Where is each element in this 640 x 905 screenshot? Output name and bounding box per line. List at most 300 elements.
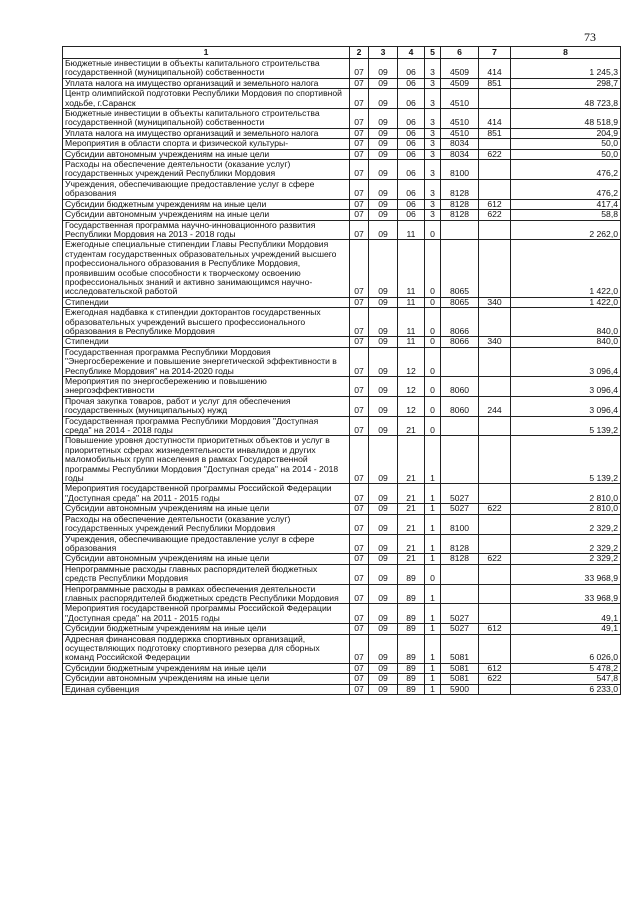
- table-row: [63, 684, 621, 694]
- code-ministry-cell: 07: [350, 128, 369, 138]
- row-name-cell: Непрограммные расходы в рамках обеспечения деятельности главных распорядителей бюджетных средств Республики Мордовия: [63, 584, 350, 604]
- code-ministry-cell: 07: [350, 240, 369, 297]
- code-program-cell: 3: [425, 59, 441, 79]
- code-expense-type-cell: [479, 179, 511, 199]
- code-subsection-cell: 89: [398, 604, 425, 624]
- code-subsection-cell: 89: [398, 584, 425, 604]
- amount-cell: 476,2: [511, 160, 621, 180]
- code-ministry-cell: 07: [350, 634, 369, 663]
- code-ministry-cell: 07: [350, 220, 369, 240]
- code-article-cell: 4509: [441, 78, 479, 88]
- code-program-cell: 1: [425, 436, 441, 484]
- code-section-cell: 09: [369, 139, 398, 149]
- code-article-cell: 8100: [441, 160, 479, 180]
- amount-cell: 1 422,0: [511, 240, 621, 297]
- code-article-cell: 4509: [441, 59, 479, 79]
- code-expense-type-cell: [479, 684, 511, 694]
- code-program-cell: 3: [425, 139, 441, 149]
- row-name-cell: Субсидии автономным учреждениям на иные цели: [63, 210, 350, 220]
- amount-cell: 50,0: [511, 139, 621, 149]
- code-expense-type-cell: [479, 534, 511, 554]
- code-article-cell: 8060: [441, 396, 479, 416]
- code-program-cell: 0: [425, 337, 441, 347]
- row-name-cell: Субсидии бюджетным учреждениям на иные цели: [63, 663, 350, 673]
- table-row: [63, 210, 621, 220]
- code-subsection-cell: 89: [398, 634, 425, 663]
- code-expense-type-cell: [479, 220, 511, 240]
- code-ministry-cell: 07: [350, 308, 369, 337]
- amount-cell: 3 096,4: [511, 347, 621, 376]
- code-program-cell: 0: [425, 377, 441, 397]
- code-expense-type-cell: [479, 514, 511, 534]
- code-ministry-cell: 07: [350, 534, 369, 554]
- row-name-cell: Государственная программа Республики Мордовия "Доступная среда" на 2014 - 2018 годы: [63, 416, 350, 436]
- amount-cell: 5 139,2: [511, 416, 621, 436]
- row-name-cell: Бюджетные инвестиции в объекты капитального строительства государственной (муниципальной) собственности: [63, 109, 350, 129]
- code-section-cell: 09: [369, 160, 398, 180]
- row-name-cell: Расходы на обеспечение деятельности (оказание услуг) государственных учреждений Республики Мордовия: [63, 514, 350, 534]
- code-subsection-cell: 89: [398, 624, 425, 634]
- code-ministry-cell: 07: [350, 684, 369, 694]
- code-expense-type-cell: 414: [479, 59, 511, 79]
- code-ministry-cell: 07: [350, 89, 369, 109]
- code-article-cell: 8066: [441, 308, 479, 337]
- code-section-cell: 09: [369, 297, 398, 307]
- code-program-cell: 0: [425, 396, 441, 416]
- code-expense-type-cell: 622: [479, 674, 511, 684]
- table-row: [63, 337, 621, 347]
- code-article-cell: 4510: [441, 89, 479, 109]
- code-expense-type-cell: 851: [479, 128, 511, 138]
- code-section-cell: 09: [369, 484, 398, 504]
- table-row: [63, 199, 621, 209]
- code-article-cell: 5081: [441, 634, 479, 663]
- code-section-cell: 09: [369, 109, 398, 129]
- code-expense-type-cell: 340: [479, 297, 511, 307]
- row-name-cell: Учреждения, обеспечивающие предоставление услуг в сфере образования: [63, 534, 350, 554]
- code-section-cell: 09: [369, 396, 398, 416]
- row-name-cell: Единая субвенция: [63, 684, 350, 694]
- column-header: 2: [350, 47, 369, 59]
- code-subsection-cell: 11: [398, 297, 425, 307]
- code-program-cell: 1: [425, 504, 441, 514]
- table-row: [63, 297, 621, 307]
- code-program-cell: 0: [425, 564, 441, 584]
- code-subsection-cell: 21: [398, 436, 425, 484]
- code-expense-type-cell: [479, 240, 511, 297]
- code-ministry-cell: 07: [350, 436, 369, 484]
- amount-cell: 5 139,2: [511, 436, 621, 484]
- code-expense-type-cell: 340: [479, 337, 511, 347]
- code-article-cell: 5027: [441, 484, 479, 504]
- code-article-cell: [441, 220, 479, 240]
- code-ministry-cell: 07: [350, 514, 369, 534]
- code-article-cell: 8065: [441, 240, 479, 297]
- code-article-cell: 4510: [441, 109, 479, 129]
- code-ministry-cell: 07: [350, 416, 369, 436]
- amount-cell: 48 723,8: [511, 89, 621, 109]
- code-program-cell: 3: [425, 128, 441, 138]
- code-program-cell: 3: [425, 179, 441, 199]
- code-ministry-cell: 07: [350, 297, 369, 307]
- code-subsection-cell: 21: [398, 514, 425, 534]
- code-subsection-cell: 06: [398, 210, 425, 220]
- code-article-cell: 5081: [441, 663, 479, 673]
- code-subsection-cell: 06: [398, 128, 425, 138]
- row-name-cell: Прочая закупка товаров, работ и услуг для обеспечения государственных (муниципальных) нужд: [63, 396, 350, 416]
- table-row: [63, 240, 621, 297]
- code-expense-type-cell: 622: [479, 210, 511, 220]
- table-row: [63, 436, 621, 484]
- code-expense-type-cell: 244: [479, 396, 511, 416]
- row-name-cell: Субсидии автономным учреждениям на иные цели: [63, 149, 350, 159]
- code-ministry-cell: 07: [350, 109, 369, 129]
- code-expense-type-cell: 622: [479, 149, 511, 159]
- row-name-cell: Стипендии: [63, 337, 350, 347]
- table-row: [63, 149, 621, 159]
- code-expense-type-cell: [479, 89, 511, 109]
- table-row: [63, 416, 621, 436]
- code-program-cell: 1: [425, 534, 441, 554]
- amount-cell: 2 329,2: [511, 534, 621, 554]
- table-row: [63, 128, 621, 138]
- code-subsection-cell: 06: [398, 149, 425, 159]
- column-header: 3: [369, 47, 398, 59]
- code-program-cell: 1: [425, 624, 441, 634]
- amount-cell: 58,8: [511, 210, 621, 220]
- row-name-cell: Государственная программа научно-инновационного развития Республики Мордовия на 2013 - 2018 годы: [63, 220, 350, 240]
- code-subsection-cell: 21: [398, 504, 425, 514]
- code-section-cell: 09: [369, 337, 398, 347]
- amount-cell: 298,7: [511, 78, 621, 88]
- code-article-cell: [441, 564, 479, 584]
- row-name-cell: Непрограммные расходы главных распорядителей бюджетных средств Республики Мордовия: [63, 564, 350, 584]
- table-header-row: [63, 47, 621, 59]
- amount-cell: 840,0: [511, 337, 621, 347]
- table-row: [63, 534, 621, 554]
- row-name-cell: Мероприятия в области спорта и физической культуры-: [63, 139, 350, 149]
- code-article-cell: 8065: [441, 297, 479, 307]
- table-row: [63, 59, 621, 79]
- code-expense-type-cell: [479, 604, 511, 624]
- code-expense-type-cell: 414: [479, 109, 511, 129]
- amount-cell: 2 329,2: [511, 514, 621, 534]
- code-expense-type-cell: [479, 436, 511, 484]
- code-article-cell: 8100: [441, 514, 479, 534]
- code-section-cell: 09: [369, 624, 398, 634]
- table-row: [63, 220, 621, 240]
- code-expense-type-cell: 622: [479, 504, 511, 514]
- code-ministry-cell: 07: [350, 179, 369, 199]
- table-row: [63, 554, 621, 564]
- code-expense-type-cell: [479, 584, 511, 604]
- amount-cell: 48 518,9: [511, 109, 621, 129]
- code-ministry-cell: 07: [350, 604, 369, 624]
- amount-cell: 49,1: [511, 624, 621, 634]
- amount-cell: 3 096,4: [511, 377, 621, 397]
- code-subsection-cell: 89: [398, 663, 425, 673]
- code-article-cell: 8034: [441, 139, 479, 149]
- code-subsection-cell: 12: [398, 396, 425, 416]
- amount-cell: 547,8: [511, 674, 621, 684]
- code-subsection-cell: 89: [398, 674, 425, 684]
- code-article-cell: 8066: [441, 337, 479, 347]
- code-expense-type-cell: 612: [479, 663, 511, 673]
- code-section-cell: 09: [369, 240, 398, 297]
- table-row: [63, 584, 621, 604]
- code-subsection-cell: 06: [398, 109, 425, 129]
- table-row: [63, 308, 621, 337]
- code-section-cell: 09: [369, 663, 398, 673]
- row-name-cell: Субсидии автономным учреждениям на иные цели: [63, 504, 350, 514]
- code-program-cell: 3: [425, 160, 441, 180]
- code-section-cell: 09: [369, 674, 398, 684]
- amount-cell: 1 245,3: [511, 59, 621, 79]
- code-section-cell: 09: [369, 128, 398, 138]
- code-expense-type-cell: 622: [479, 554, 511, 564]
- code-ministry-cell: 07: [350, 78, 369, 88]
- amount-cell: 33 968,9: [511, 564, 621, 584]
- code-section-cell: 09: [369, 149, 398, 159]
- code-subsection-cell: 06: [398, 179, 425, 199]
- code-expense-type-cell: [479, 416, 511, 436]
- code-section-cell: 09: [369, 179, 398, 199]
- code-section-cell: 09: [369, 59, 398, 79]
- amount-cell: 204,9: [511, 128, 621, 138]
- code-section-cell: 09: [369, 634, 398, 663]
- code-expense-type-cell: [479, 308, 511, 337]
- table-row: [63, 624, 621, 634]
- code-article-cell: 5027: [441, 504, 479, 514]
- row-name-cell: Мероприятия государственной программы Российской Федерации "Доступная среда" на 2011 - 2015 годы: [63, 484, 350, 504]
- code-program-cell: 0: [425, 297, 441, 307]
- code-ministry-cell: 07: [350, 337, 369, 347]
- code-section-cell: 09: [369, 308, 398, 337]
- code-expense-type-cell: [479, 160, 511, 180]
- code-expense-type-cell: [479, 347, 511, 376]
- code-ministry-cell: 07: [350, 199, 369, 209]
- code-subsection-cell: 11: [398, 308, 425, 337]
- code-ministry-cell: 07: [350, 674, 369, 684]
- row-name-cell: Субсидии автономным учреждениям на иные цели: [63, 674, 350, 684]
- table-row: [63, 179, 621, 199]
- code-section-cell: 09: [369, 220, 398, 240]
- column-header: 4: [398, 47, 425, 59]
- table-row: [63, 396, 621, 416]
- row-name-cell: Ежегодная надбавка к стипендии докторантов государственных образовательных учреждений высшего профессионального образования в Республике Мордовия: [63, 308, 350, 337]
- code-program-cell: 3: [425, 109, 441, 129]
- code-program-cell: 0: [425, 416, 441, 436]
- code-subsection-cell: 11: [398, 337, 425, 347]
- code-subsection-cell: 21: [398, 484, 425, 504]
- code-article-cell: 8060: [441, 377, 479, 397]
- code-article-cell: 8128: [441, 534, 479, 554]
- code-article-cell: 8128: [441, 179, 479, 199]
- code-expense-type-cell: [479, 484, 511, 504]
- row-name-cell: Бюджетные инвестиции в объекты капитального строительства государственной (муниципальной) собственности: [63, 59, 350, 79]
- column-header: 8: [511, 47, 621, 59]
- column-header: 5: [425, 47, 441, 59]
- amount-cell: 2 329,2: [511, 554, 621, 564]
- code-expense-type-cell: 612: [479, 199, 511, 209]
- table-row: [63, 484, 621, 504]
- code-section-cell: 09: [369, 554, 398, 564]
- code-ministry-cell: 07: [350, 210, 369, 220]
- code-program-cell: 0: [425, 308, 441, 337]
- code-program-cell: 3: [425, 89, 441, 109]
- code-article-cell: 5027: [441, 624, 479, 634]
- amount-cell: 49,1: [511, 604, 621, 624]
- code-article-cell: [441, 347, 479, 376]
- amount-cell: 50,0: [511, 149, 621, 159]
- code-article-cell: 4510: [441, 128, 479, 138]
- code-program-cell: 1: [425, 514, 441, 534]
- code-ministry-cell: 07: [350, 584, 369, 604]
- amount-cell: 476,2: [511, 179, 621, 199]
- code-expense-type-cell: [479, 377, 511, 397]
- code-expense-type-cell: [479, 634, 511, 663]
- code-expense-type-cell: 612: [479, 624, 511, 634]
- code-program-cell: 0: [425, 240, 441, 297]
- row-name-cell: Мероприятия по энергосбережению и повышению энергоэффективности: [63, 377, 350, 397]
- code-program-cell: 1: [425, 604, 441, 624]
- table-row: [63, 160, 621, 180]
- code-section-cell: 09: [369, 347, 398, 376]
- code-subsection-cell: 06: [398, 78, 425, 88]
- code-ministry-cell: 07: [350, 347, 369, 376]
- code-subsection-cell: 11: [398, 240, 425, 297]
- amount-cell: 2 810,0: [511, 504, 621, 514]
- row-name-cell: Центр олимпийской подготовки Республики Мордовия по спортивной ходьбе, г.Саранск: [63, 89, 350, 109]
- code-expense-type-cell: [479, 139, 511, 149]
- code-section-cell: 09: [369, 534, 398, 554]
- code-subsection-cell: 21: [398, 554, 425, 564]
- table-row: [63, 604, 621, 624]
- table-row: [63, 674, 621, 684]
- row-name-cell: Повышение уровня доступности приоритетных объектов и услуг в приоритетных сферах жизнедеятельности инвалидов и других маломобильных групп населения в рамках Государственной программы Республики Мордовия "Доступная среда" на 2014 - 2018 годы: [63, 436, 350, 484]
- code-subsection-cell: 06: [398, 139, 425, 149]
- code-ministry-cell: 07: [350, 160, 369, 180]
- code-program-cell: 0: [425, 220, 441, 240]
- row-name-cell: Государственная программа Республики Мордовия "Энергосбережение и повышение энергетической эффективности в Республике Мордовия" на 2014-2020 годы: [63, 347, 350, 376]
- amount-cell: 6 233,0: [511, 684, 621, 694]
- row-name-cell: Учреждения, обеспечивающие предоставление услуг в сфере образования: [63, 179, 350, 199]
- code-program-cell: 1: [425, 684, 441, 694]
- code-program-cell: 1: [425, 663, 441, 673]
- code-subsection-cell: 06: [398, 199, 425, 209]
- code-program-cell: 1: [425, 554, 441, 564]
- code-section-cell: 09: [369, 210, 398, 220]
- code-article-cell: 5081: [441, 674, 479, 684]
- code-section-cell: 09: [369, 684, 398, 694]
- table-row: [63, 89, 621, 109]
- amount-cell: 840,0: [511, 308, 621, 337]
- row-name-cell: Адресная финансовая поддержка спортивных организаций, осуществляющих подготовку спортивного резерва для сборных команд Российской Федерации: [63, 634, 350, 663]
- code-section-cell: 09: [369, 604, 398, 624]
- code-ministry-cell: 07: [350, 564, 369, 584]
- code-ministry-cell: 07: [350, 504, 369, 514]
- code-program-cell: 3: [425, 78, 441, 88]
- row-name-cell: Мероприятия государственной программы Российской Федерации "Доступная среда" на 2011 - 2015 годы: [63, 604, 350, 624]
- table-row: [63, 663, 621, 673]
- amount-cell: 6 026,0: [511, 634, 621, 663]
- code-article-cell: 8034: [441, 149, 479, 159]
- table-row: [63, 514, 621, 534]
- code-section-cell: 09: [369, 199, 398, 209]
- table-row: [63, 634, 621, 663]
- code-program-cell: 1: [425, 484, 441, 504]
- row-name-cell: Ежегодные специальные стипендии Главы Республики Мордовия студентам государственных образовательных учреждений высшего профессионального образования в Республике Мордовия, проявившим особые способности к творческому освоению профессиональных знаний и активно занимающимся научно-исследовательской работой: [63, 240, 350, 297]
- code-program-cell: 1: [425, 674, 441, 684]
- code-subsection-cell: 12: [398, 347, 425, 376]
- table-row: [63, 504, 621, 514]
- amount-cell: 3 096,4: [511, 396, 621, 416]
- column-header: 1: [63, 47, 350, 59]
- code-expense-type-cell: 851: [479, 78, 511, 88]
- code-ministry-cell: 07: [350, 624, 369, 634]
- code-article-cell: [441, 584, 479, 604]
- code-program-cell: 3: [425, 149, 441, 159]
- table-row: [63, 109, 621, 129]
- code-article-cell: [441, 416, 479, 436]
- code-subsection-cell: 12: [398, 377, 425, 397]
- page-number: 73: [584, 30, 596, 44]
- code-program-cell: 3: [425, 199, 441, 209]
- row-name-cell: Стипендии: [63, 297, 350, 307]
- code-ministry-cell: 07: [350, 663, 369, 673]
- code-section-cell: 09: [369, 89, 398, 109]
- row-name-cell: Уплата налога на имущество организаций и земельного налога: [63, 128, 350, 138]
- table-row: [63, 564, 621, 584]
- column-header: 6: [441, 47, 479, 59]
- code-program-cell: 1: [425, 634, 441, 663]
- code-subsection-cell: 89: [398, 684, 425, 694]
- code-article-cell: 5027: [441, 604, 479, 624]
- budget-table: [62, 46, 621, 695]
- amount-cell: 5 478,2: [511, 663, 621, 673]
- code-section-cell: 09: [369, 436, 398, 484]
- code-ministry-cell: 07: [350, 139, 369, 149]
- code-subsection-cell: 21: [398, 534, 425, 554]
- code-section-cell: 09: [369, 377, 398, 397]
- row-name-cell: Субсидии автономным учреждениям на иные цели: [63, 554, 350, 564]
- code-program-cell: 0: [425, 347, 441, 376]
- code-section-cell: 09: [369, 584, 398, 604]
- code-subsection-cell: 89: [398, 564, 425, 584]
- code-article-cell: 5900: [441, 684, 479, 694]
- code-program-cell: 3: [425, 210, 441, 220]
- code-section-cell: 09: [369, 564, 398, 584]
- code-article-cell: [441, 436, 479, 484]
- amount-cell: 2 262,0: [511, 220, 621, 240]
- column-header: 7: [479, 47, 511, 59]
- table-row: [63, 347, 621, 376]
- code-section-cell: 09: [369, 416, 398, 436]
- code-article-cell: 8128: [441, 554, 479, 564]
- row-name-cell: Уплата налога на имущество организаций и земельного налога: [63, 78, 350, 88]
- code-ministry-cell: 07: [350, 59, 369, 79]
- code-subsection-cell: 06: [398, 89, 425, 109]
- amount-cell: 417,4: [511, 199, 621, 209]
- table-row: [63, 377, 621, 397]
- code-subsection-cell: 21: [398, 416, 425, 436]
- code-ministry-cell: 07: [350, 484, 369, 504]
- code-article-cell: 8128: [441, 210, 479, 220]
- code-program-cell: 1: [425, 584, 441, 604]
- row-name-cell: Субсидии бюджетным учреждениям на иные цели: [63, 199, 350, 209]
- row-name-cell: Субсидии бюджетным учреждениям на иные цели: [63, 624, 350, 634]
- code-section-cell: 09: [369, 514, 398, 534]
